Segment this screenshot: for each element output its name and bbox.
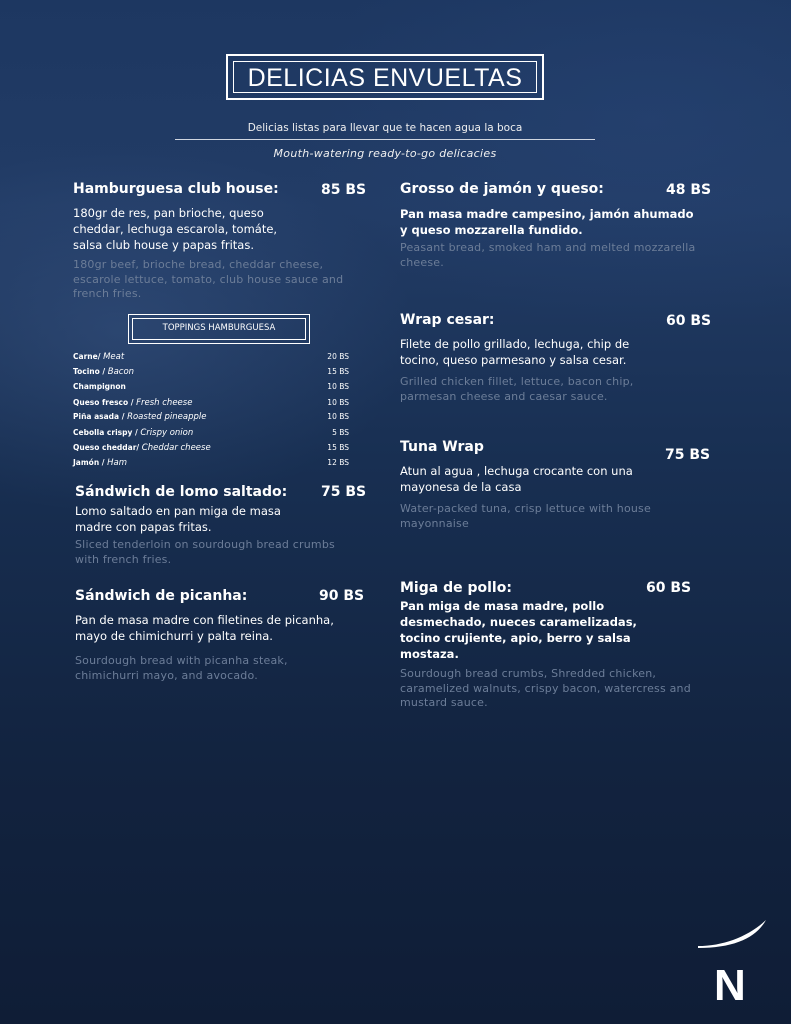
topping-name: Queso cheddar/ Cheddar cheese [73,443,211,453]
title-frame [226,54,544,100]
hotel-n-logo-icon [694,918,772,1006]
subtitle-es: Delicias listas para llevar que te hacen agua la boca [247,122,523,134]
item-price-miga-pollo: 60 BS [646,580,692,596]
item-price-lomo-saltado: 75 BS [321,484,367,500]
topping-price: 10 BS [327,382,349,391]
item-price-picanha: 90 BS [319,588,365,604]
item-desc-en-tuna-wrap: Water-packed tuna, crisp lettuce with house mayonnaise [400,502,651,530]
item-price-grosso: 48 BS [666,182,712,198]
topping-row [73,382,349,397]
topping-price: 20 BS [327,352,349,361]
topping-price: 15 BS [327,443,349,452]
item-desc-en-miga-pollo: Sourdough bread crumbs, Shredded chicken, caramelized walnuts, crispy bacon, watercress and mustard sauce. [400,667,691,709]
item-desc-es-grosso: Pan masa madre campesino, jamón ahumado y queso mozzarella fundido. [400,207,694,237]
item-name-grosso: Grosso de jamón y queso: [400,181,604,197]
item-desc-en-grosso: Peasant bread, smoked ham and melted mozzarella cheese. [400,241,696,269]
item-name-miga-pollo: Miga de pollo: [400,580,512,596]
topping-price: 10 BS [327,412,349,421]
page-title: DELICIAS ENVUELTAS [247,64,523,92]
item-desc-es-lomo-saltado: Lomo saltado en pan miga de masa madre con papas fritas. [75,504,281,534]
topping-row [73,412,349,427]
topping-name: Cebolla crispy / Crispy onion [73,428,194,438]
topping-name: Champignon [73,382,126,391]
item-desc-en-wrap-cesar: Grilled chicken fillet, lettuce, bacon chip, parmesan cheese and caesar sauce. [400,375,634,403]
item-price-tuna-wrap: 75 BS [665,447,711,463]
item-price-hamburguesa: 85 BS [321,182,367,198]
item-name-hamburguesa: Hamburguesa club house: [73,181,279,197]
topping-name: Piña asada / Roasted pineapple [73,412,207,422]
topping-row [73,458,349,473]
topping-price: 12 BS [327,458,349,467]
item-desc-es-picanha: Pan de masa madre con filetines de picanha, mayo de chimichurri y palta reina. [75,613,334,643]
item-desc-en-hamburguesa: 180gr beef, brioche bread, cheddar cheese, escarole lettuce, tomato, club house sauce and french fries. [73,258,344,300]
item-name-picanha: Sándwich de picanha: [75,588,248,604]
logo-graphic [694,918,772,1006]
item-name-lomo-saltado: Sándwich de lomo saltado: [75,484,288,500]
subtitle-en: Mouth-watering ready-to-go delicacies [273,147,497,160]
topping-name: Carne/ Meat [73,352,125,362]
toppings-title: TOPPINGS HAMBURGUESA [162,323,276,333]
item-desc-es-miga-pollo: Pan miga de masa madre, pollo desmechado, nueces caramelizadas, tocino crujiente, apio, berro y salsa mostaza. [400,599,637,661]
topping-price: 10 BS [327,398,349,407]
item-desc-es-tuna-wrap: Atun al agua , lechuga crocante con una mayonesa de la casa [400,464,633,494]
item-price-wrap-cesar: 60 BS [666,313,712,329]
topping-price: 5 BS [332,428,349,437]
topping-row [73,398,349,413]
toppings-frame [128,314,310,344]
topping-name: Tocino / Bacon [73,367,135,377]
item-desc-es-wrap-cesar: Filete de pollo grillado, lechuga, chip de tocino, queso parmesano y salsa cesar. [400,337,630,367]
topping-name: Jamón / Ham [73,458,128,468]
topping-row [73,352,349,367]
topping-row [73,428,349,443]
topping-price: 15 BS [327,367,349,376]
item-desc-en-picanha: Sourdough bread with picanha steak, chimichurri mayo, and avocado. [75,654,288,682]
item-desc-es-hamburguesa: 180gr de res, pan brioche, queso cheddar, lechuga escarola, tomáte, salsa club house y papas fritas. [73,206,278,252]
item-name-tuna-wrap: Tuna Wrap [400,439,484,455]
topping-row [73,367,349,382]
topping-name: Queso fresco / Fresh cheese [73,398,193,408]
subtitle-divider [175,139,595,140]
logo-letter: N [714,961,746,1006]
item-desc-en-lomo-saltado: Sliced tenderloin on sourdough bread crumbs with french fries. [75,538,335,566]
item-name-wrap-cesar: Wrap cesar: [400,312,495,328]
topping-row [73,443,349,458]
